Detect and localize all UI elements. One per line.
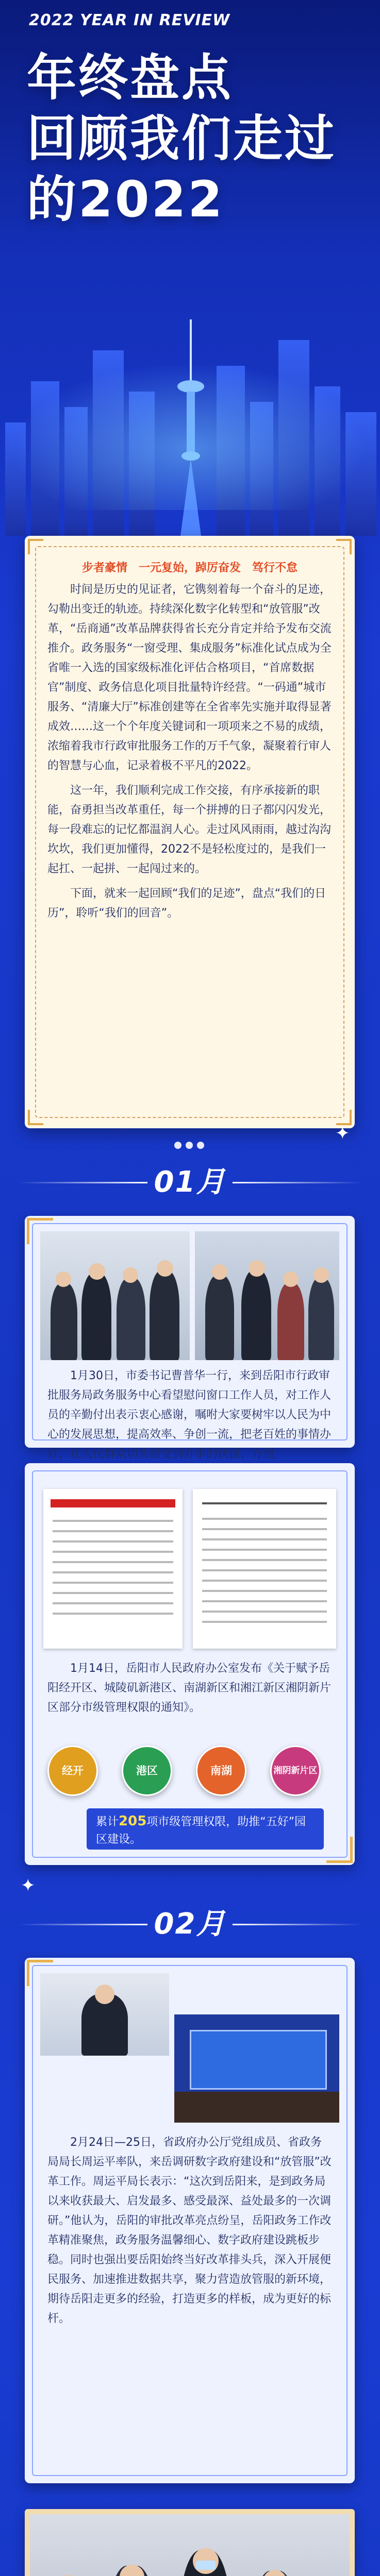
corner-decoration [28, 539, 43, 554]
hero-glow [0, 355, 380, 510]
chip-jingkai: 经开 [47, 1745, 98, 1796]
sparkle-icon: ✦ [335, 1123, 350, 1144]
intro-text [47, 558, 332, 928]
hero-tagline: 2022 YEAR IN REVIEW [29, 11, 230, 29]
month-label: 01月 [154, 1165, 226, 1199]
hero-title [27, 47, 336, 230]
document-image [43, 1489, 183, 1649]
chip-gangqu: 港区 [122, 1745, 172, 1796]
event-description: 1月14日，岳阳市人民政府办公室发布《关于赋予岳阳经开区、城陵矶新港区、南湖新区和湘江新区湘阴新片区部分市级管理权限的通知》。 [47, 1662, 332, 1714]
hero-title-line3: 的2022 [27, 171, 225, 228]
event-photo-group [25, 2509, 355, 2576]
event-card-feb-24 [25, 1958, 355, 2483]
sparkle-icon: ✦ [21, 1875, 36, 1896]
chip-xiangyin: 湘阴新片区 [270, 1745, 321, 1796]
month-header-01 [0, 1159, 380, 1206]
event-description: 2月24日—25日，省政府办公厅党组成员、省政务局局长周运平率队，来岳调研数字政府建设和“放管服”改革工作。周运平局长表示：“这次到岳阳来，是到政务局以来收获最大、启发最多、感受最深、益处最多的一次调研。”他认为，岳阳的审批改革亮点纷呈，岳阳政务工作改革精准聚焦，政务服务温馨细心、数字政府建设跳板步稳。同时也强出要岳阳始终当好改革排头兵，深入开展便民服务、加速推进数据共享，聚力营造放管服的新环境，期待岳阳走更多的经验，打造更多的样板，成为更好的标杆。 [47, 2136, 332, 2325]
corner-decoration [336, 539, 352, 554]
intro-paragraph: 时间是历史的见证者，它镌刻着每一个奋斗的足迹，勾勒出变迁的轨迹。持续深化数字化转型和“放管服”改革，“岳商通”改革品牌获得省长充分肯定并给予发布交流推介。政务服务“一窗受理、集成服务”标准化试点成为全省唯一入选的国家级标准化评估合格项目，“首席数据官”制度、政务信息化项目批量特许经营。“一码通”城市服务、“清廉大厅”标准创建等在全省率先实施并取得显著成效……这一个个年度关键词和一项项来之不易的成绩，浓缩着我市行政审批服务工作的万千气象，凝聚着行审人的智慧与心血，记录着极不平凡的2022。 [47, 583, 332, 772]
meeting-screen-photo [174, 2014, 339, 2123]
month-label: 02月 [154, 1907, 226, 1941]
intro-paragraph: 这一年，我们顺利完成工作交接，有序承接新的职能，奋勇担当改革重任，每一个拼搏的日子都闪闪发光，每一段难忘的记忆都温润人心。走过风风雨雨，越过沟沟坎坎，我们更加懂得，2022不是轻松度过的，是我们一起扛、一起拼、一起闯过来的。 [47, 784, 332, 875]
summary-suffix: 项市级管理权限，助推“五好”园区建设。 [96, 1816, 306, 1846]
hero-title-line1: 年终盘点 [27, 49, 233, 107]
event-photo [40, 1973, 169, 2056]
park-chips [25, 1745, 355, 1802]
hero-banner [0, 0, 380, 536]
hero-title-line2: 回顾我们走过 [27, 110, 336, 167]
summary-number: 205 [119, 1814, 147, 1829]
document-table-image [193, 1489, 336, 1649]
intro-card [25, 536, 355, 1128]
corner-decoration [28, 1110, 43, 1125]
summary-box [87, 1808, 324, 1850]
intro-paragraph: 下面，就来一起回顾“我们的足迹”，盘点“我们的日历”，聆听“我们的回音”。 [47, 887, 326, 920]
event-card-jan-14 [25, 1463, 355, 1865]
summary-prefix: 累计 [96, 1816, 119, 1828]
chip-nanhu: 南湖 [196, 1745, 246, 1796]
event-photo [195, 1231, 339, 1360]
month-header-02 [0, 1901, 380, 1947]
event-card-jan-30 [25, 1216, 355, 1461]
event-description: 1月30日，市委书记曹普华一行，来到岳阳市行政审批服务局政务服务中心看望慰问窗口工作人员，对工作人员的辛勤付出表示衷心感谢，嘱咐大家要树牢以人民为中心的发展思想，提高效率、争创一流，把老百姓的事情办好，让人民群众切实感受到办事的快捷、方便。 [47, 1369, 332, 1461]
event-photo [40, 1231, 190, 1360]
intro-slogan: 步者豪情 一元复始，踔厉奋发 笃行不怠 [81, 562, 298, 574]
